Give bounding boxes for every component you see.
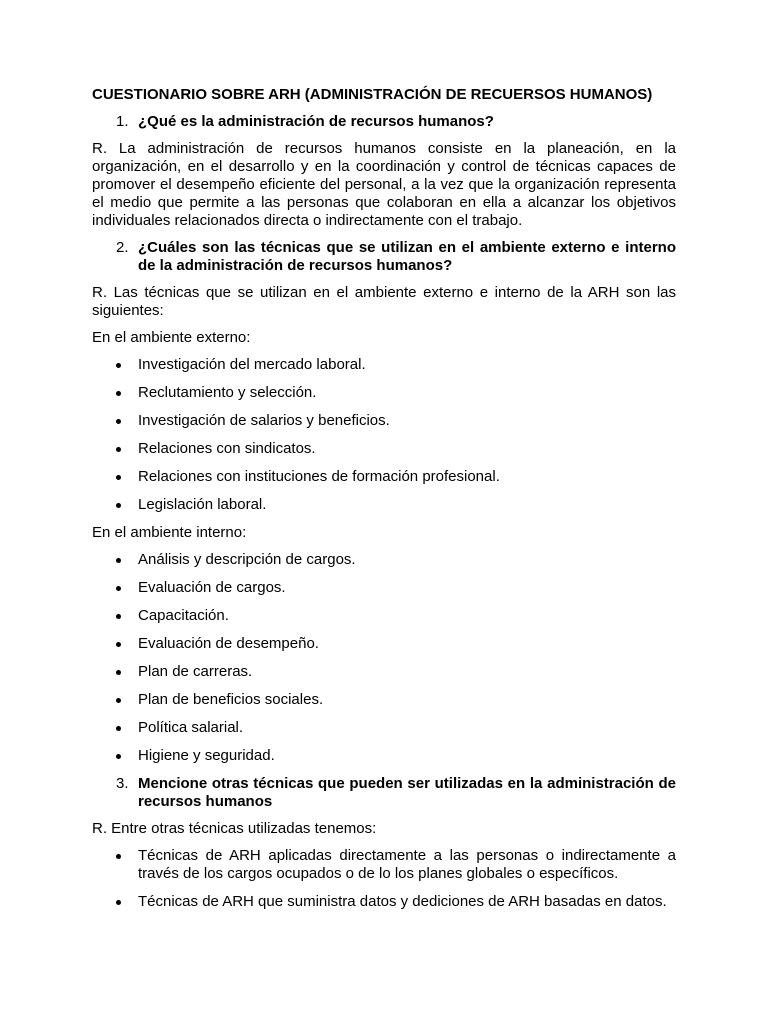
bullet-icon <box>116 635 138 653</box>
bullet-icon <box>116 412 138 430</box>
answer-2: R. Las técnicas que se utilizan en el ambiente externo e interno de la ARH son las siguientes: <box>92 284 676 319</box>
question-number: 2. <box>116 239 129 256</box>
list-item: Técnicas de ARH aplicadas directamente a las personas o indirectamente a través de los cargos ocupados o de lo los planes globales o específicos. <box>92 847 676 883</box>
question-1 <box>92 113 676 131</box>
document-content <box>92 86 676 921</box>
list-item: Análisis y descripción de cargos. <box>92 551 676 569</box>
question-text: ¿Qué es la administración de recursos humanos? <box>138 113 494 130</box>
answer-1: R. La administración de recursos humanos consiste en la planeación, en la organización, en el desarrollo y en la coordinación y control de técnicas capaces de promover el desempeño eficiente del personal, a la vez que la organización representa el medio que permite a las personas que colaboran en ella a alcanzar los objetivos individuales relacionados directa o indirectamente con el trabajo. <box>92 140 676 229</box>
bullet-icon <box>116 747 138 765</box>
question-2 <box>92 239 676 275</box>
other-techniques-list <box>92 847 676 911</box>
answer-3: R. Entre otras técnicas utilizadas tenemos: <box>92 820 377 837</box>
question-3 <box>92 775 676 811</box>
internal-label: En el ambiente interno: <box>92 524 247 541</box>
question-number: 3. <box>116 775 129 792</box>
list-item: Investigación de salarios y beneficios. <box>92 412 676 430</box>
external-list <box>92 356 676 514</box>
list-item: Evaluación de desempeño. <box>92 635 676 653</box>
bullet-icon <box>116 847 138 883</box>
bullet-icon <box>116 663 138 681</box>
question-number: 1. <box>116 113 129 130</box>
question-text: Mencione otras técnicas que pueden ser utilizadas en la administración de recursos humanos <box>138 775 676 810</box>
list-item: Evaluación de cargos. <box>92 579 676 597</box>
bullet-icon <box>116 384 138 402</box>
list-item: Investigación del mercado laboral. <box>92 356 676 374</box>
list-item: Plan de beneficios sociales. <box>92 691 676 709</box>
document-title: CUESTIONARIO SOBRE ARH (ADMINISTRACIÓN DE RECUERSOS HUMANOS) <box>92 86 653 103</box>
list-item: Política salarial. <box>92 719 676 737</box>
list-item: Relaciones con instituciones de formación profesional. <box>92 468 676 486</box>
external-label: En el ambiente externo: <box>92 329 251 346</box>
bullet-icon <box>116 356 138 374</box>
internal-list <box>92 551 676 765</box>
bullet-icon <box>116 468 138 486</box>
list-item: Higiene y seguridad. <box>92 747 676 765</box>
list-item: Técnicas de ARH que suministra datos y dediciones de ARH basadas en datos. <box>92 893 676 911</box>
list-item: Relaciones con sindicatos. <box>92 440 676 458</box>
list-item: Capacitación. <box>92 607 676 625</box>
bullet-icon <box>116 440 138 458</box>
list-item: Plan de carreras. <box>92 663 676 681</box>
bullet-icon <box>116 579 138 597</box>
bullet-icon <box>116 551 138 569</box>
question-text: ¿Cuáles son las técnicas que se utilizan en el ambiente externo e interno de la administración de recursos humanos? <box>138 239 676 274</box>
list-item: Reclutamiento y selección. <box>92 384 676 402</box>
bullet-icon <box>116 496 138 514</box>
bullet-icon <box>116 719 138 737</box>
bullet-icon <box>116 893 138 911</box>
bullet-icon <box>116 607 138 625</box>
list-item: Legislación laboral. <box>92 496 676 514</box>
bullet-icon <box>116 691 138 709</box>
